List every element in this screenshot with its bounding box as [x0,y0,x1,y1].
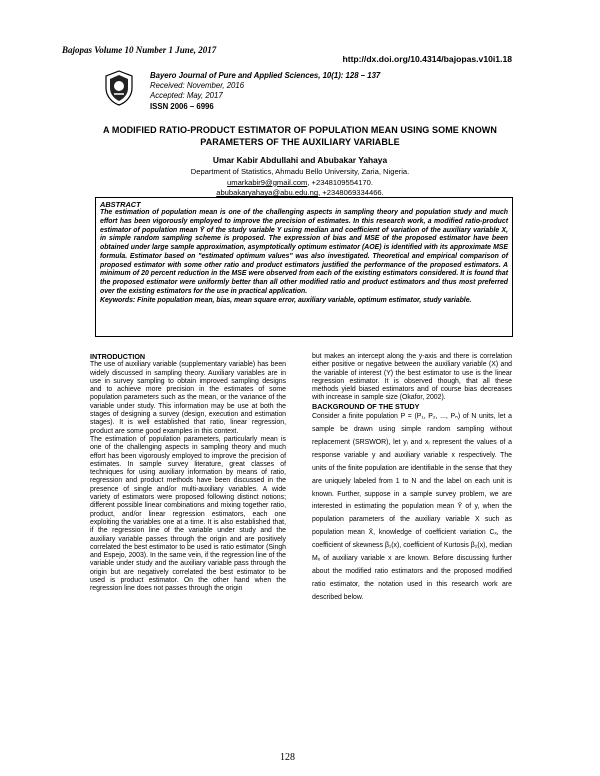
phone-2: , +2348069334466. [318,188,384,198]
keywords: Keywords: Finite population mean, bias, mean square error, auxiliary variable, optimum estimator, study variable. [100,296,472,304]
email-link-1[interactable]: umarkabir9@gmail.com [227,177,308,187]
abstract-body: The estimation of population mean is one of the challenging aspects in sampling theory and population study and much effort has been vigorously employed to improve the precision of estimates. In this research work, a modified ratio-product estimator of population mean Ȳ of the study variable Y using median and coefficient of variation of the auxiliary variable X, in simple random sampling scheme is proposed. The expression of bias and MSE of the proposed estimator have been obtained under large sample approximation, asymptotically optimum estimator (AOE) is identified with its approximate MSE formula. Estimator based on "estimated optimum values" was also investigated. Theoretical and empirical comparison of proposed estimator with some other ratio and product estimators justified the performance of the proposed estimators. A minimum of 20 percent reduction in the MSE were observed from each of the existing estimators considered. It is found that the proposed estimator were uniformly better than all other modified ratio and product estimators and thus most preferred over the existing estimators for the use in practical application. [100,209,508,295]
right-column [312,353,512,605]
background-heading: BACKGROUND OF THE STUDY [312,401,420,411]
accepted-date: Accepted: May, 2017 [150,91,223,101]
journal-info [150,71,380,112]
affiliation [100,167,500,199]
journal-name: Bayero Journal of Pure and Applied Sciences, 10(1): 128 – 137 [150,71,381,80]
issn: ISSN 2006 – 6996 [150,101,214,111]
running-header-left: Bajopas Volume 10 Number 1 June, 2017 [62,45,217,55]
authors: Umar Kabir Abdullahi and Abubakar Yahaya [212,155,388,165]
paper-title: A MODIFIED RATIO-PRODUCT ESTIMATOR OF POPULATION MEAN USING SOME KNOWN PARAMETERS OF THE AUXILIARY VARIABLE [103,125,497,147]
received-date: Received: November, 2016 [150,81,245,91]
abstract-heading: ABSTRACT [100,200,141,209]
phone-1: , +2348109554170. [307,177,373,187]
intro-paragraph-2: The estimation of population parameters, particularly mean is one of the challenging aspects in sampling theory and much effort has been vigorously employed to improve the precision of estimates. In sample survey literature, great classes of techniques for using auxiliary information by means of ratio, regression and product methods have been discussed in the presence of single and/or multi-auxiliary variables. A wide variety of estimators were proposed following distinct notions; different possible linear combinations and mixing together ratio, product, and/or linear regression estimators, each one exploiting the variables one at a time. It is also established that, if the regression line of the variable under study and the auxiliary variable passes through the origin and are positively correlated the best estimator to be used is ratio estimator (Singh and Espejo, 2003). In the same vein, if the regression line of the variable under study and the auxiliary variable pass through the origin but are negatively correlated the best estimator to be used is product estimator. On the other hand when the regression line does not passes through the origin [90,435,286,593]
background-paragraph: Consider a finite population P = (P₁, P₂, ..., Pₙ) of N units, let a sample be drawn using simple random sampling without replacement (SRSWOR), let yᵢ and xᵢ represent the values of a response variable y and auxiliary variable x respectively. The units of the finite population are identifiable in the sense that they are uniquely labeled from 1 to N and the label on each unit is known. Further, suppose in a sample survey problem, we are interested in estimating the population mean Ȳ of y, when the population parameters of the auxiliary variable X such as population mean X̄, knowledge of coefficient variation Cₓ, the coefficient of skewness β₁(x), coefficient of Kurtosis β₂(x), median Mₓ of auxiliary variable x are known. Before discussing further about the modified ratio estimators and the proposed modified ratio estimator, the notation used in this research work are described below. [312,413,512,601]
left-column [90,353,286,594]
doi-link[interactable]: http://dx.doi.org/10.4314/bajopas.v10i1.18 [342,54,512,64]
journal-logo-icon [104,70,134,106]
intro-paragraph-1: The use of auxiliary variable (supplementary variable) has been widely discussed in sampling theory. Auxiliary variables are in use in survey sampling to obtain improved sampling designs and to achieve more precision in the estimates of some population parameters such as the mean, or the variance of the variable under study. This information may be use at both the stages of designing a survey (design, execution and estimation stages). It is well established that ratio, linear regression, product are some good examples in this context. [90,361,286,435]
intro-continuation: but makes an intercept along the y-axis and there is correlation either positive or negative between the auxiliary variable (X) and the variable of interest (Y) the best estimator to use is the linear regression estimator. It is observed though, that all these methods yield biased estimators and of course bias decreases with increase in sample size (Okafor, 2002). [312,353,512,402]
department: Department of Statistics, Ahmadu Bello University, Zaria, Nigeria. [190,167,410,176]
email-link-2[interactable]: abubakaryahaya@abu.edu.ng [216,188,319,198]
page-number: 128 [280,752,295,763]
abstract-box [95,197,513,337]
introduction-heading: INTRODUCTION [90,352,146,361]
